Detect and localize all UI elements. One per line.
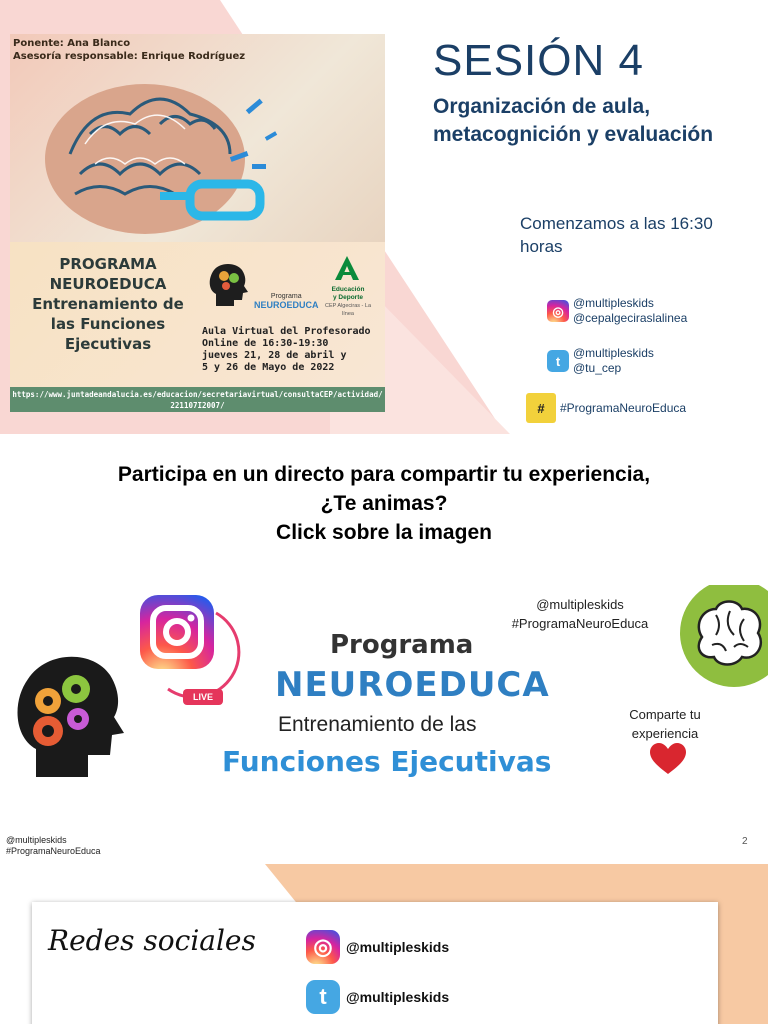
poster-url-link[interactable]: https://www.juntadeandalucia.es/educacion/secretariavirtual/consultaCEP/actividad/ 221107I2007/ (10, 387, 385, 412)
slide3-twitter-row[interactable] (306, 980, 449, 1014)
footer-hashtag: #ProgramaNeuroEduca (6, 846, 101, 856)
slide3-twitter-handle[interactable]: @multipleskids (346, 989, 450, 1005)
session-poster-image[interactable] (10, 34, 385, 412)
speaker-label: Ponente: Ana Blanco (13, 38, 131, 49)
instagram-handle-2[interactable]: @cepalgeciraslalinea (573, 311, 688, 325)
slide-1 (0, 0, 768, 434)
footer-social (6, 835, 101, 857)
hashtag-text[interactable]: #ProgramaNeuroEduca (560, 400, 687, 415)
child-head-gears-icon (206, 260, 250, 308)
poster-program-title: PROGRAMA NEUROEDUCA Entrenamiento de las Funciones Ejecutivas (32, 255, 184, 353)
heart-icon (650, 743, 686, 775)
poster-logo-programa: Programa (270, 293, 302, 300)
child-brain-illustration (40, 64, 280, 234)
instagram-row[interactable] (547, 296, 687, 326)
slide-3 (0, 864, 768, 1024)
twitter-handle-1[interactable]: @multipleskids (573, 346, 654, 360)
twitter-icon: t (306, 980, 340, 1014)
start-time-text: Comenzamos a las 16:30 horas (520, 214, 713, 256)
instagram-icon: ◎ (547, 300, 569, 322)
banner-handle: @multipleskids (536, 597, 624, 612)
poster-logo-neuroeduca: NEUROEDUCA (254, 300, 319, 310)
page-number: 2 (742, 836, 748, 847)
slide3-instagram-row[interactable] (306, 930, 449, 964)
invitation-line-1: Participa en un directo para compartir tu experiencia, (117, 463, 651, 486)
live-badge: LIVE (183, 689, 223, 705)
junta-cep-label: CEP Algeciras - La línea (324, 303, 372, 317)
twitter-icon: t (547, 350, 569, 372)
banner-funciones: Funciones Ejecutivas (222, 745, 552, 778)
poster-info-area (10, 242, 385, 387)
footer-handle: @multipleskids (6, 835, 67, 845)
banner-share-text: Comparte tu experiencia (629, 707, 701, 741)
banner-programa: Programa (330, 630, 474, 660)
junta-education-label: Educación (331, 286, 365, 293)
poster-dates-line2: 5 y 26 de Mayo de 2022 (202, 362, 335, 373)
junta-andalucia-logo-icon (333, 254, 361, 282)
hashtag-row[interactable] (526, 393, 686, 423)
invitation-line-2: ¿Te animas? (320, 492, 448, 515)
session-subtitle: Organización de aula, metacognición y evaluación (433, 95, 714, 146)
social-title: Redes sociales (48, 924, 256, 957)
instagram-icon: ◎ (306, 930, 340, 964)
child-head-gears-icon (8, 645, 126, 777)
junta-sport-label: y Deporte (333, 294, 363, 301)
instagram-live-banner-image[interactable] (0, 585, 768, 780)
poster-aula-virtual: Aula Virtual del Profesorado (202, 326, 371, 337)
live-invitation-text (0, 460, 768, 547)
banner-neuroeduca: NEUROEDUCA (275, 665, 550, 705)
poster-schedule (202, 326, 382, 374)
hashtag-icon: # (526, 393, 556, 423)
banner-hashtag: #ProgramaNeuroEduca (511, 616, 649, 631)
banner-social (490, 595, 670, 633)
poster-dates-line1: jueves 21, 28 de abril y (202, 350, 347, 361)
banner-entrenamiento: Entrenamiento de las (278, 713, 477, 736)
twitter-row[interactable] (547, 346, 654, 376)
social-card (32, 902, 718, 1024)
twitter-handle-2[interactable]: @tu_cep (573, 361, 622, 375)
poster-photo-area (10, 34, 385, 242)
instagram-handle-1[interactable]: @multipleskids (573, 296, 654, 310)
invitation-line-3: Click sobre la imagen (276, 521, 492, 544)
slide3-instagram-handle[interactable]: @multipleskids (346, 939, 450, 955)
session-title: SESIÓN 4 (433, 36, 644, 85)
brain-icon (672, 585, 768, 689)
poster-online-hours: Online de 16:30-19:30 (202, 338, 329, 349)
advisor-label: Asesoría responsable: Enrique Rodríguez (13, 51, 246, 62)
